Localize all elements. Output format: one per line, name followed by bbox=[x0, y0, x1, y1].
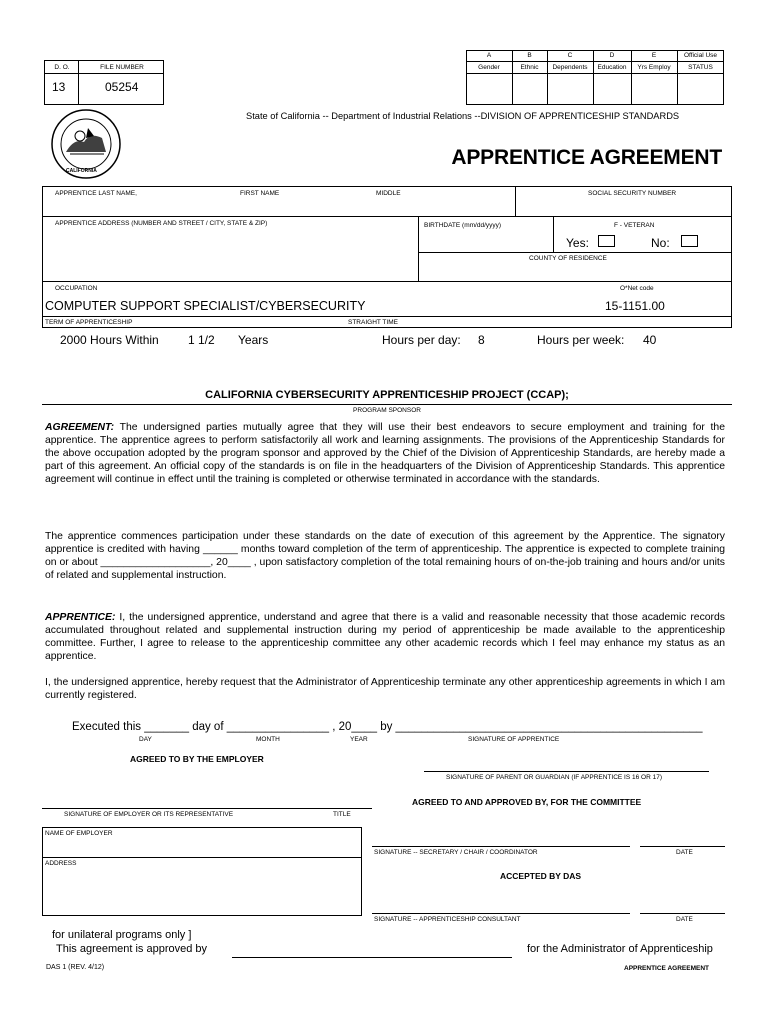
county-label: COUNTY OF RESIDENCE bbox=[529, 255, 607, 262]
office-col-c-label: Dependents bbox=[552, 64, 588, 71]
date1-label: DATE bbox=[676, 849, 693, 856]
status-label: STATUS bbox=[688, 64, 713, 71]
official-use-label: Official Use bbox=[683, 52, 718, 59]
employer-signature-label: SIGNATURE OF EMPLOYER OR ITS REPRESENTATIVE bbox=[64, 811, 234, 818]
agreement-lead: AGREEMENT: bbox=[45, 422, 115, 433]
veteran-label: F - VETERAN bbox=[614, 222, 655, 229]
no-label: No: bbox=[651, 236, 670, 250]
apprentice-text: I, the undersigned apprentice, understand and agree that there is a valid and reasonable necessity that those academic records accumulated throughout related and supplemental instruction during my period of apprenticeship be made available to the apprenticeship committee. Further, I agree to release to the apprenticeship committee any other academic records which I feel may enhance my status as an apprentice. bbox=[45, 612, 725, 662]
office-col-a-label: Gender bbox=[478, 64, 500, 71]
term-years-label: Years bbox=[238, 333, 269, 347]
secretary-signature-label: SIGNATURE -- SECRETARY / CHAIR / COORDINATOR bbox=[374, 849, 538, 856]
form-id: DAS 1 (REV. 4/12) bbox=[46, 964, 105, 971]
month-label: MONTH bbox=[256, 736, 280, 743]
execution-line[interactable]: Executed this _______ day of ________________ , 20____ by ________________________________________________ bbox=[72, 721, 703, 733]
apprentice-signature-label: SIGNATURE OF APPRENTICE bbox=[468, 736, 560, 743]
apprentice-paragraph bbox=[45, 611, 725, 663]
agency-line: State of California -- Department of Industrial Relations --DIVISION OF APPRENTICESHIP STANDARDS bbox=[246, 111, 680, 121]
unilateral-note: for unilateral programs only ] bbox=[52, 929, 192, 941]
office-col-e-letter: E bbox=[651, 52, 657, 59]
middle-label: MIDDLE bbox=[376, 190, 401, 197]
office-col-b-label: Ethnic bbox=[520, 64, 539, 71]
office-col-d-label: Education bbox=[597, 64, 627, 71]
title-label: TITLE bbox=[333, 811, 351, 818]
office-col-d-letter: D bbox=[609, 52, 615, 59]
office-col-a-letter: A bbox=[486, 52, 492, 59]
parent-guardian-label: SIGNATURE OF PARENT OR GUARDIAN (IF APPRENTICE IS 16 OR 17) bbox=[446, 774, 662, 781]
secretary-signature-line[interactable] bbox=[372, 846, 630, 847]
agreement-paragraph bbox=[45, 421, 725, 486]
term-years-value[interactable]: 1 1/2 bbox=[188, 333, 215, 347]
office-col-e-label: Yrs Employ bbox=[637, 64, 671, 71]
veteran-yes-checkbox[interactable] bbox=[598, 235, 615, 247]
date1-line[interactable] bbox=[640, 846, 725, 847]
yes-label: Yes: bbox=[566, 236, 589, 250]
file-number-label: FILE NUMBER bbox=[100, 64, 144, 71]
last-name-label: APPRENTICE LAST NAME, bbox=[55, 190, 137, 197]
hours-day-value[interactable]: 8 bbox=[478, 333, 485, 347]
birthdate-label: BIRTHDATE (mm/dd/yyyy) bbox=[424, 222, 502, 229]
do-value[interactable]: 13 bbox=[52, 80, 66, 94]
ssn-label: SOCIAL SECURITY NUMBER bbox=[588, 190, 677, 197]
parent-signature-line[interactable] bbox=[424, 771, 709, 772]
hours-week-label: Hours per week: bbox=[537, 333, 625, 347]
onet-label: O*Net code bbox=[620, 285, 654, 292]
day-label: DAY bbox=[139, 736, 152, 743]
first-name-label: FIRST NAME bbox=[240, 190, 280, 197]
employer-signature-line[interactable] bbox=[42, 808, 372, 809]
form-title: APPRENTICE AGREEMENT bbox=[451, 146, 722, 169]
office-col-c-letter: C bbox=[567, 52, 573, 59]
term-hours[interactable]: 2000 Hours Within bbox=[60, 333, 159, 347]
sponsor-name[interactable]: CALIFORNIA CYBERSECURITY APPRENTICESHIP PROJECT (CCAP); bbox=[205, 389, 569, 401]
agreed-employer-heading: AGREED TO BY THE EMPLOYER bbox=[130, 754, 264, 764]
file-number-value[interactable]: 05254 bbox=[105, 80, 139, 94]
occupation-value[interactable]: COMPUTER SUPPORT SPECIALIST/CYBERSECURITY bbox=[45, 299, 366, 313]
date2-label: DATE bbox=[676, 916, 693, 923]
onet-value[interactable]: 15-1151.00 bbox=[605, 299, 665, 313]
do-label: D. O. bbox=[54, 64, 70, 71]
terminate-paragraph: I, the undersigned apprentice, hereby request that the Administrator of Apprenticeship terminate any other apprenticeship agreements in which I am currently registered. bbox=[45, 677, 725, 701]
accepted-das-heading: ACCEPTED BY DAS bbox=[500, 871, 582, 881]
office-col-b-letter: B bbox=[527, 52, 532, 59]
occupation-label: OCCUPATION bbox=[55, 285, 98, 292]
date2-line[interactable] bbox=[640, 913, 725, 914]
year-label: YEAR bbox=[350, 736, 368, 743]
approved-by-text: This agreement is approved by bbox=[56, 943, 208, 955]
seal-text: CALIFORNIA bbox=[66, 168, 97, 174]
agreed-committee-heading: AGREED TO AND APPROVED BY, FOR THE COMMITTEE bbox=[412, 797, 642, 807]
hours-day-label: Hours per day: bbox=[382, 333, 461, 347]
commence-paragraph: The apprentice commences participation under these standards on the date of execution of this agreement by the Apprentice. The signatory apprentice is credited with having ______ months toward completion of the term of apprenticeship. The apprentice is expected to complete training on or about ___________________, 20____ , upon satisfactory completion of the total remaining hours of on-the-job training and hours and/or units of related and supplemental instruction. bbox=[45, 531, 725, 581]
term-label: TERM OF APPRENTICESHIP bbox=[45, 319, 133, 326]
address-label: APPRENTICE ADDRESS (NUMBER AND STREET / CITY, STATE & ZIP) bbox=[55, 220, 268, 227]
hours-week-value[interactable]: 40 bbox=[643, 333, 657, 347]
employer-info-box bbox=[42, 827, 362, 916]
employer-name-label: NAME OF EMPLOYER bbox=[45, 830, 113, 837]
agreement-text: The undersigned parties mutually agree that they will use their best endeavors to secure employment and training for the apprentice. The apprentice agrees to perform satisfactorily all work and learning assignments. The provisions of the Apprenticeship Standards for the above occupation adopted by the program sponsor and approved by the Chief of the Division of Apprenticeship Standards, are hereby made a part of this agreement. An official copy of the standards is on file in the headquarters of the Division of Apprenticeship Standards. This apprentice agreement will continue in effect until the training is completed or otherwise terminated in accordance with the standards. bbox=[45, 422, 725, 485]
address-label-employer: ADDRESS bbox=[45, 860, 77, 867]
footer-title: APPRENTICE AGREEMENT bbox=[624, 965, 709, 972]
apprentice-lead: APPRENTICE: bbox=[45, 612, 116, 623]
consultant-signature-line[interactable] bbox=[372, 913, 630, 914]
straight-time-label: STRAIGHT TIME bbox=[348, 319, 398, 326]
consultant-signature-label: SIGNATURE -- APPRENTICESHIP CONSULTANT bbox=[374, 916, 521, 923]
sponsor-label: PROGRAM SPONSOR bbox=[353, 407, 421, 414]
veteran-no-checkbox[interactable] bbox=[681, 235, 698, 247]
administrator-text: for the Administrator of Apprenticeship bbox=[527, 943, 713, 955]
approver-line[interactable] bbox=[232, 957, 512, 958]
